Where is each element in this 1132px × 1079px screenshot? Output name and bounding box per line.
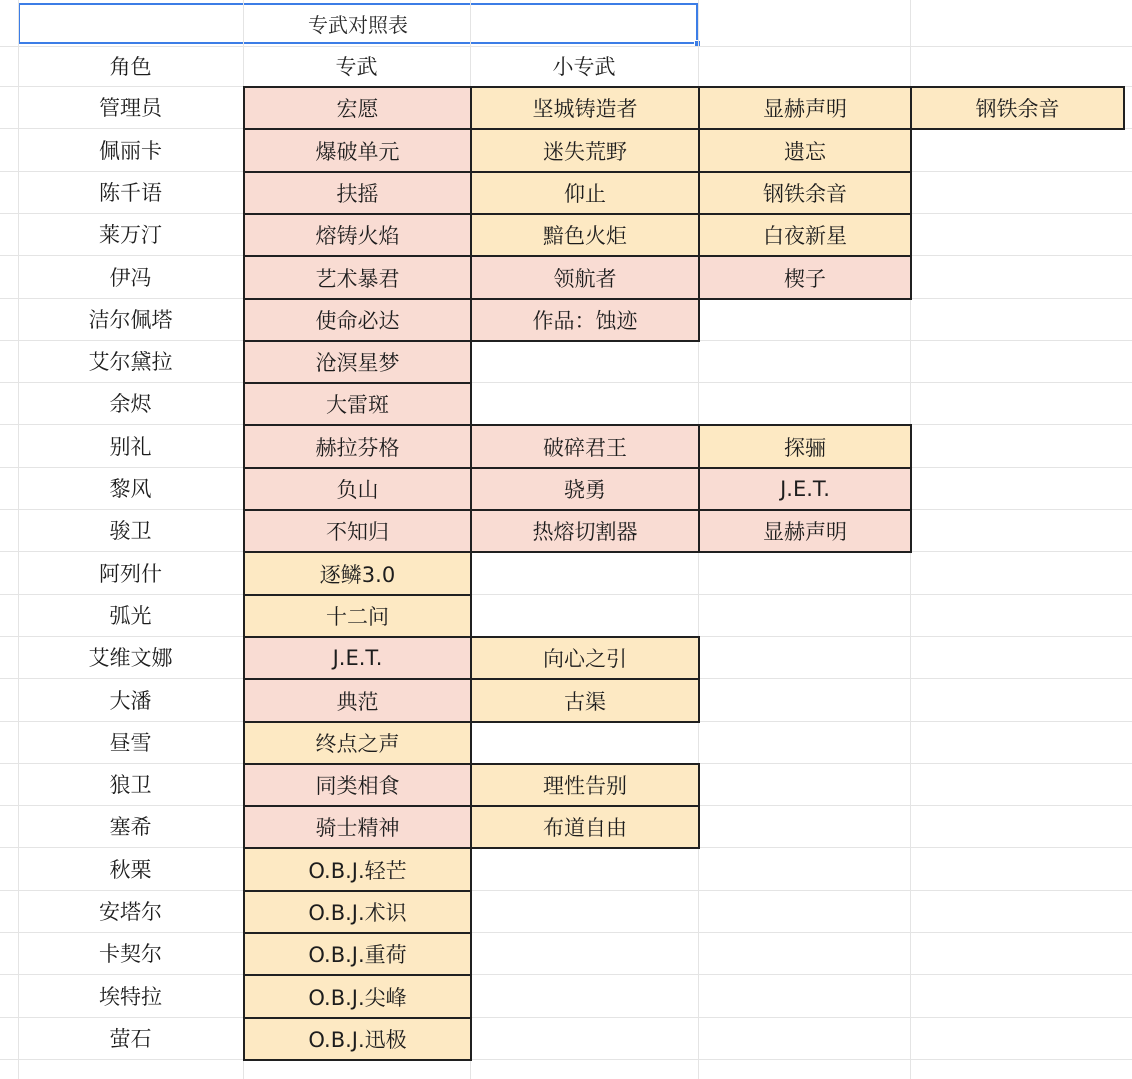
signature-weapon-cell[interactable]: 熔铸火焰 bbox=[243, 213, 472, 257]
sub-weapon-cell[interactable]: 骁勇 bbox=[470, 467, 700, 511]
character-name-cell[interactable]: 大潘 bbox=[109, 688, 152, 713]
sub-weapon-cell[interactable]: 显赫声明 bbox=[698, 509, 912, 553]
signature-weapon-cell[interactable]: 使命必达 bbox=[243, 298, 472, 342]
header-sub-weapon-cell[interactable]: 小专武 bbox=[552, 55, 616, 79]
character-name-cell[interactable]: 塞希 bbox=[109, 815, 152, 839]
sub-weapon-cell[interactable]: 古渠 bbox=[470, 678, 700, 723]
sub-weapon-cell[interactable]: 破碎君王 bbox=[470, 424, 700, 469]
sub-weapon-cell[interactable]: 作品：蚀迹 bbox=[470, 298, 700, 342]
sub-weapon-cell[interactable]: 布道自由 bbox=[470, 805, 700, 849]
character-name-cell[interactable]: 陈千语 bbox=[99, 181, 162, 205]
signature-weapon-cell[interactable]: O.B.J.尖峰 bbox=[243, 974, 472, 1019]
character-name-cell[interactable]: 阿列什 bbox=[99, 561, 162, 586]
character-name-cell[interactable]: 洁尔佩塔 bbox=[88, 308, 173, 332]
signature-weapon-cell[interactable]: 沧溟星梦 bbox=[243, 340, 472, 384]
signature-weapon-cell[interactable]: 负山 bbox=[243, 467, 472, 511]
signature-weapon-cell[interactable]: 赫拉芬格 bbox=[243, 424, 472, 469]
sub-weapon-cell[interactable]: 坚城铸造者 bbox=[470, 86, 700, 130]
sub-weapon-cell[interactable]: 黯色火炬 bbox=[470, 213, 700, 257]
sub-weapon-cell[interactable]: 热熔切割器 bbox=[470, 509, 700, 553]
character-name-cell[interactable]: 伊冯 bbox=[109, 265, 152, 290]
sub-weapon-cell[interactable]: 向心之引 bbox=[470, 636, 700, 680]
sheet-title-cell[interactable]: 专武对照表 bbox=[18, 3, 698, 44]
signature-weapon-cell[interactable]: 逐鳞3.0 bbox=[243, 551, 472, 596]
signature-weapon-cell[interactable]: 宏愿 bbox=[243, 86, 472, 130]
signature-weapon-cell[interactable]: O.B.J.重荷 bbox=[243, 932, 472, 976]
character-name-cell[interactable]: 秋栗 bbox=[109, 857, 152, 882]
signature-weapon-cell[interactable]: O.B.J.迅极 bbox=[243, 1017, 472, 1061]
character-name-cell[interactable]: 艾维文娜 bbox=[88, 646, 173, 670]
header-role-cell[interactable]: 角色 bbox=[109, 55, 152, 79]
character-name-cell[interactable]: 管理员 bbox=[99, 96, 162, 120]
character-name-cell[interactable]: 弧光 bbox=[109, 604, 152, 628]
character-name-cell[interactable]: 莱万汀 bbox=[99, 223, 162, 247]
sub-weapon-cell[interactable]: 探骊 bbox=[698, 424, 912, 469]
signature-weapon-cell[interactable]: 不知归 bbox=[243, 509, 472, 553]
character-name-cell[interactable]: 安塔尔 bbox=[99, 900, 162, 924]
sub-weapon-cell[interactable]: 领航者 bbox=[470, 255, 700, 300]
character-name-cell[interactable]: 狼卫 bbox=[109, 773, 152, 797]
sub-weapon-cell[interactable]: 白夜新星 bbox=[698, 213, 912, 257]
sub-weapon-cell[interactable]: 显赫声明 bbox=[698, 86, 912, 130]
character-name-cell[interactable]: 骏卫 bbox=[109, 519, 152, 543]
character-name-cell[interactable]: 萤石 bbox=[109, 1027, 152, 1051]
signature-weapon-cell[interactable]: 终点之声 bbox=[243, 721, 472, 765]
sub-weapon-cell[interactable]: 楔子 bbox=[698, 255, 912, 300]
character-name-cell[interactable]: 艾尔黛拉 bbox=[88, 350, 173, 374]
character-name-cell[interactable]: 佩丽卡 bbox=[99, 138, 162, 163]
signature-weapon-cell[interactable]: O.B.J.轻芒 bbox=[243, 847, 472, 892]
signature-weapon-cell[interactable]: 爆破单元 bbox=[243, 128, 472, 173]
character-name-cell[interactable]: 黎风 bbox=[109, 477, 152, 501]
sub-weapon-cell[interactable]: 仰止 bbox=[470, 171, 700, 215]
character-name-cell[interactable]: 别礼 bbox=[109, 434, 152, 459]
signature-weapon-cell[interactable]: 扶摇 bbox=[243, 171, 472, 215]
sub-weapon-cell[interactable]: 遗忘 bbox=[698, 128, 912, 173]
signature-weapon-cell[interactable]: 艺术暴君 bbox=[243, 255, 472, 300]
signature-weapon-cell[interactable]: 典范 bbox=[243, 678, 472, 723]
signature-weapon-cell[interactable]: 大雷斑 bbox=[243, 382, 472, 426]
signature-weapon-cell[interactable]: 同类相食 bbox=[243, 763, 472, 807]
sub-weapon-cell[interactable]: 迷失荒野 bbox=[470, 128, 700, 173]
character-name-cell[interactable]: 余烬 bbox=[109, 392, 152, 416]
sub-weapon-cell[interactable]: 理性告别 bbox=[470, 763, 700, 807]
signature-weapon-cell[interactable]: 十二问 bbox=[243, 594, 472, 638]
header-weapon-cell[interactable]: 专武 bbox=[335, 55, 378, 79]
signature-weapon-cell[interactable]: J.E.T. bbox=[243, 636, 472, 680]
sub-weapon-cell[interactable]: 钢铁余音 bbox=[698, 171, 912, 215]
character-name-cell[interactable]: 昼雪 bbox=[109, 731, 152, 755]
character-name-cell[interactable]: 埃特拉 bbox=[99, 984, 162, 1009]
sub-weapon-cell[interactable]: J.E.T. bbox=[698, 467, 912, 511]
signature-weapon-cell[interactable]: 骑士精神 bbox=[243, 805, 472, 849]
character-name-cell[interactable]: 卡契尔 bbox=[99, 942, 162, 966]
sub-weapon-cell[interactable]: 钢铁余音 bbox=[910, 86, 1125, 130]
grid-row-line bbox=[0, 1059, 1132, 1060]
grid-row-line bbox=[0, 46, 1132, 47]
signature-weapon-cell[interactable]: O.B.J.术识 bbox=[243, 890, 472, 934]
